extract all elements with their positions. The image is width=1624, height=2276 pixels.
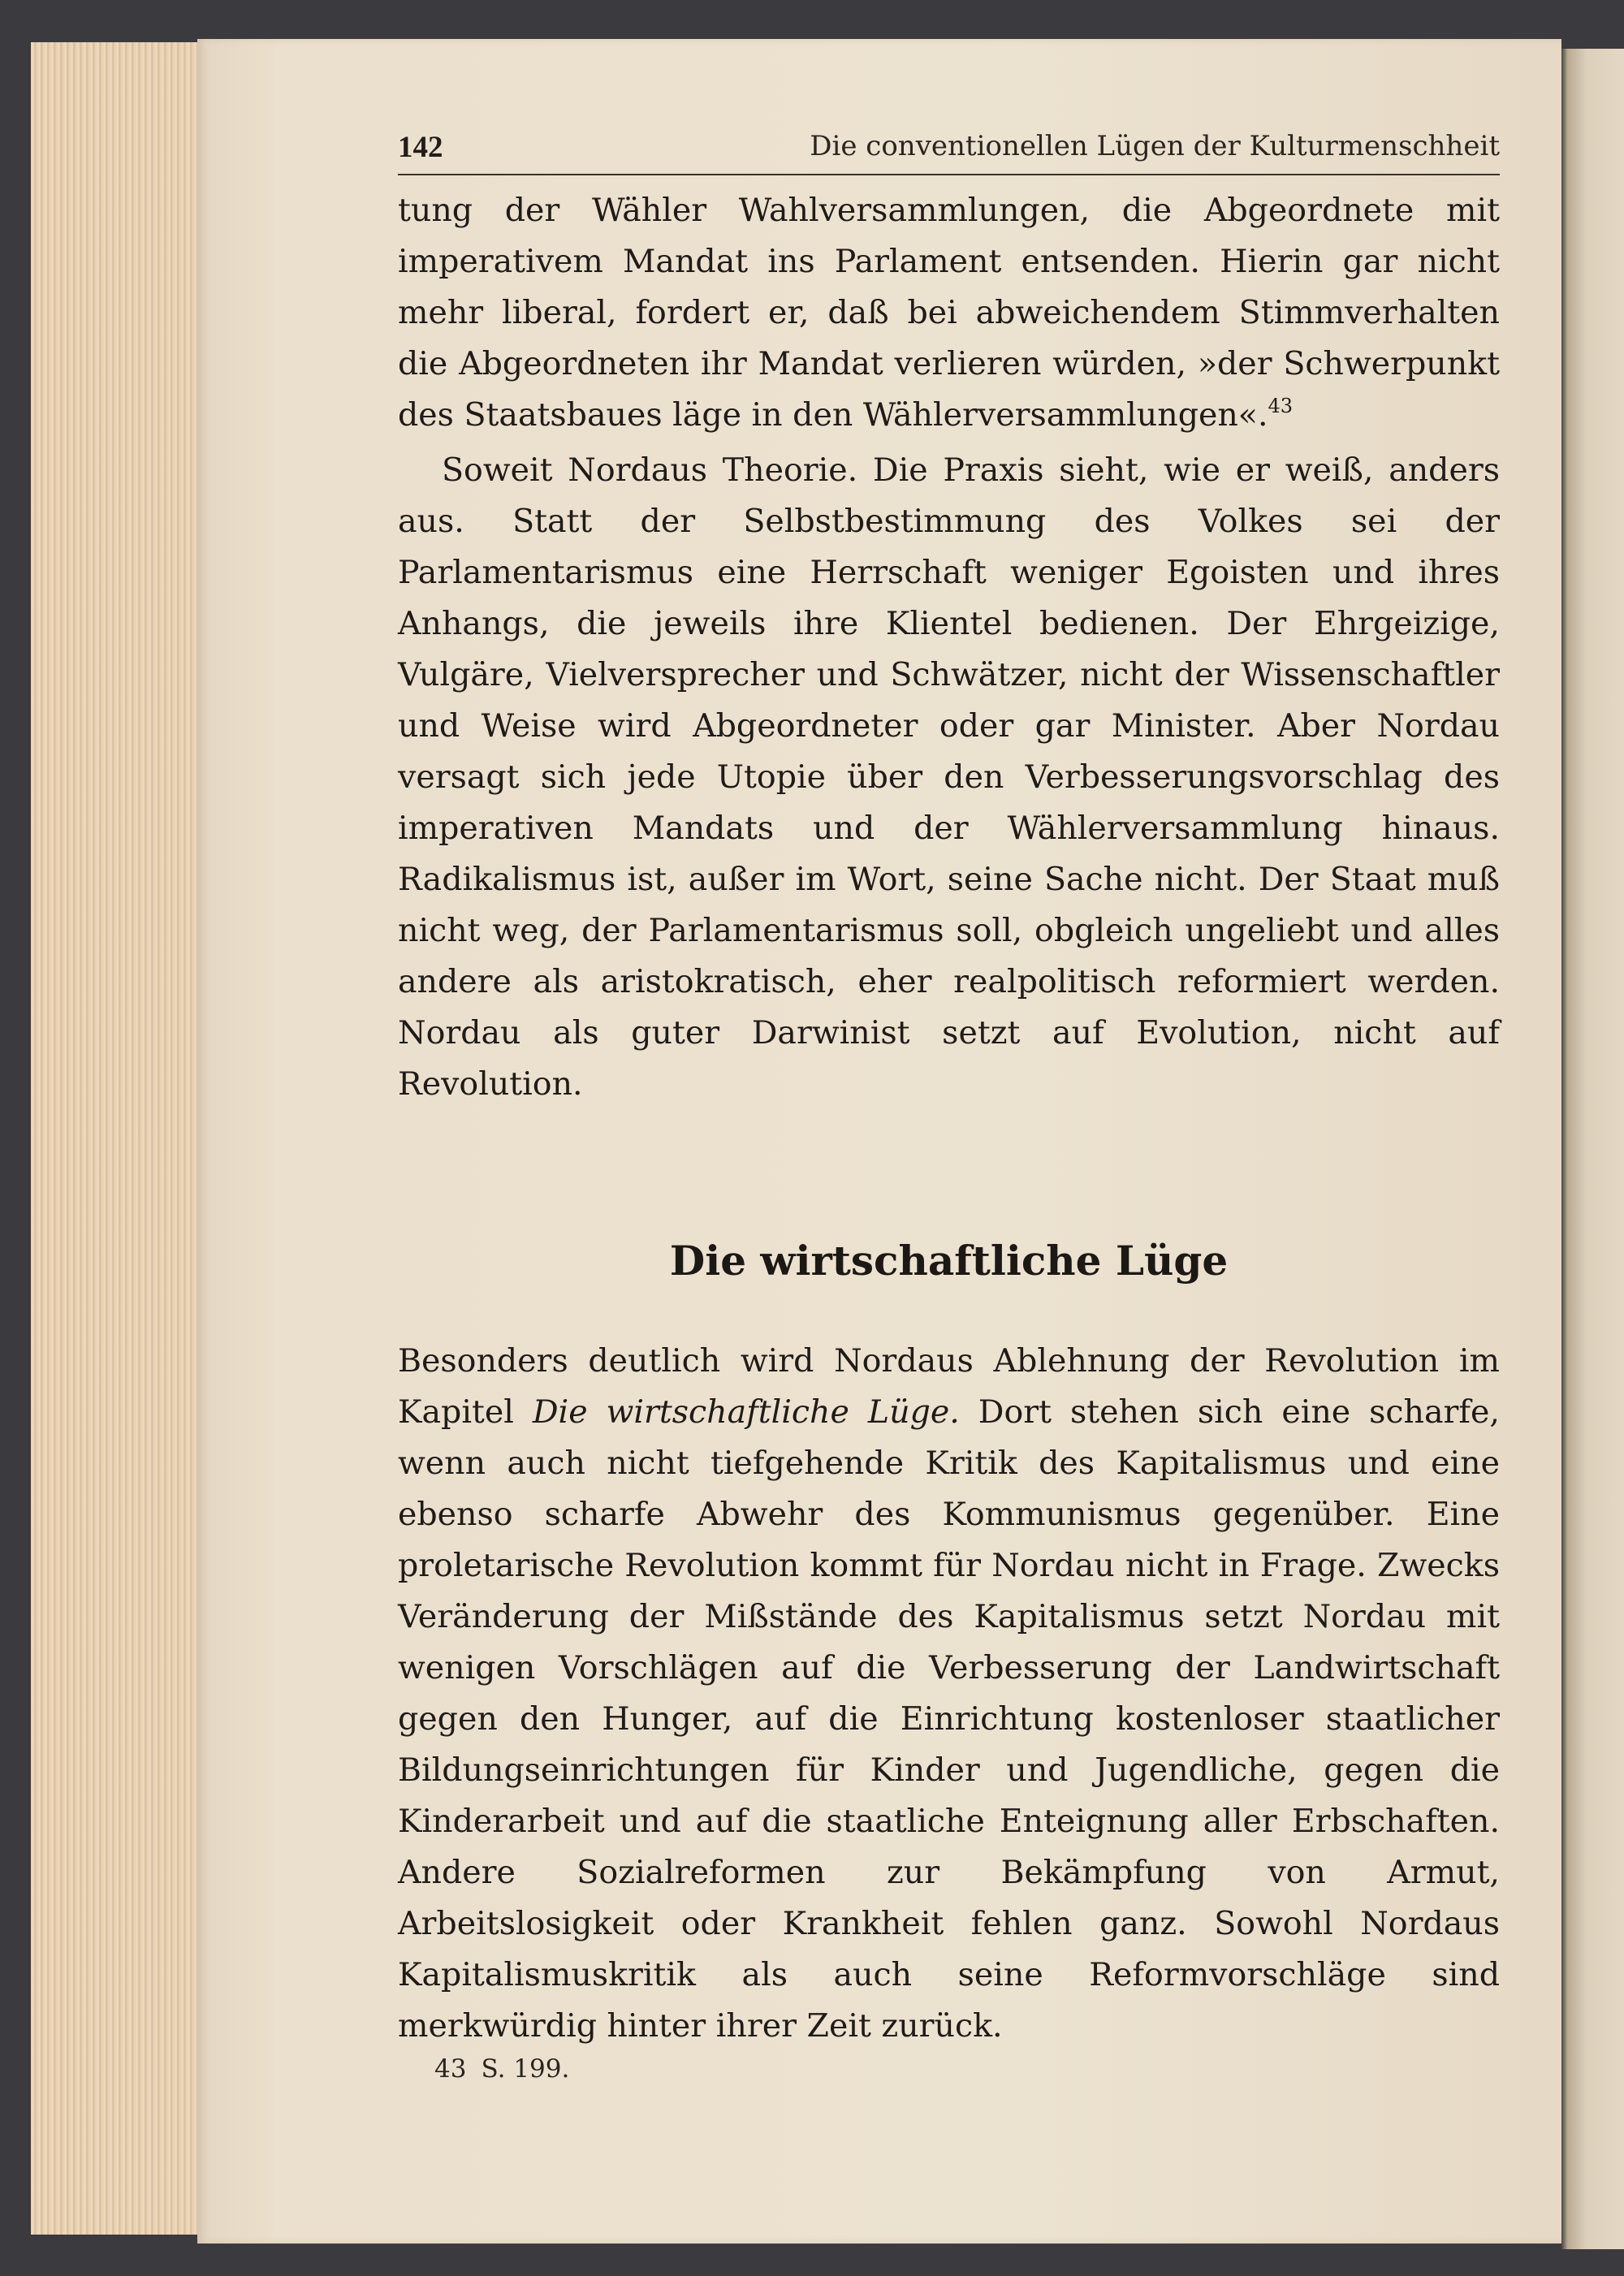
- paragraph: Soweit Nordaus Theorie. Die Praxis sieht, wie er weiß, anders aus. Statt der Selbstbestimmung des Volkes sei der Parlamentarismus eine Herrschaft weniger Egoisten und ihres Anhangs, die jeweils ihre Klientel bedienen. Der Ehrgeizige, Vulgäre, Vielversprecher und Schwätzer, nicht der Wissenschaftler und Weise wird Abgeordneter oder gar Minister. Aber Nordau versagt sich jede Utopie über den Verbesserungsvorschlag des imperativen Mandats und der Wählerversammlung hinaus. Radikalismus ist, außer im Wort, seine Sache nicht. Der Staat muß nicht weg, der Parlamentarismus soll, obgleich ungeliebt und alles andere als aristokratisch, eher realpolitisch reformiert werden. Nordau als guter Darwinist setzt auf Evolution, nicht auf Revolution.: [398, 451, 1500, 1103]
- page-number: 142: [398, 131, 443, 164]
- page-header: [398, 128, 1500, 175]
- footnote-text: S. 199.: [481, 2054, 570, 2084]
- book-page-edges: [31, 42, 198, 2235]
- footnote-number: 43: [434, 2054, 467, 2084]
- footnote: [434, 2054, 569, 2084]
- book-chapter-title: Die wirtschaftliche Lüge.: [532, 1393, 960, 1431]
- text-block-bottom: [398, 1336, 1500, 2052]
- next-page-edge: [1561, 49, 1624, 2249]
- running-title: Die conventionellen Lügen der Kulturmenschheit: [810, 130, 1500, 162]
- section-heading: Die wirtschaftliche Lüge: [669, 1237, 1229, 1285]
- paragraph: Besonders deutlich wird Nordaus Ablehnung der Revolution im Kapitel Die wirtschaftliche Lüge. Dort stehen sich eine scharfe, wenn auch nicht tiefgehende Kritik des Kapitalismus und eine ebenso scharfe Abwehr des Kommunismus gegenüber. Eine proletarische Revolution kommt für Nordau nicht in Frage. Zwecks Veränderung der Mißstände des Kapitalismus setzt Nordau mit wenigen Vorschlägen auf die Verbesserung der Landwirtschaft gegen den Hunger, auf die Einrichtung kostenloser staatlicher Bildungseinrichtungen für Kinder und Jugendliche, gegen die Kinderarbeit und auf die staatliche Enteignung aller Erbschaften. Andere Sozialreformen zur Bekämpfung von Armut, Arbeitslosigkeit oder Krankheit fehlen ganz. Sowohl Nordaus Kapitalismuskritik als auch seine Reformvorschläge sind merkwürdig hinter ihrer Zeit zurück.: [398, 1342, 1500, 2045]
- footnote-reference[interactable]: 43: [1268, 395, 1294, 417]
- paragraph: tung der Wähler Wahlversammlungen, die Abgeordnete mit imperativem Mandat ins Parlament entsenden. Hierin gar nicht mehr liberal, fordert er, daß bei abweichendem Stimmverhalten die Abgeordneten ihr Mandat verlieren würden, »der Schwerpunkt des Staatsbaues läge in den Wählerversammlungen«.$^{43}$: [398, 192, 1500, 434]
- text-block-top: [398, 185, 1500, 1110]
